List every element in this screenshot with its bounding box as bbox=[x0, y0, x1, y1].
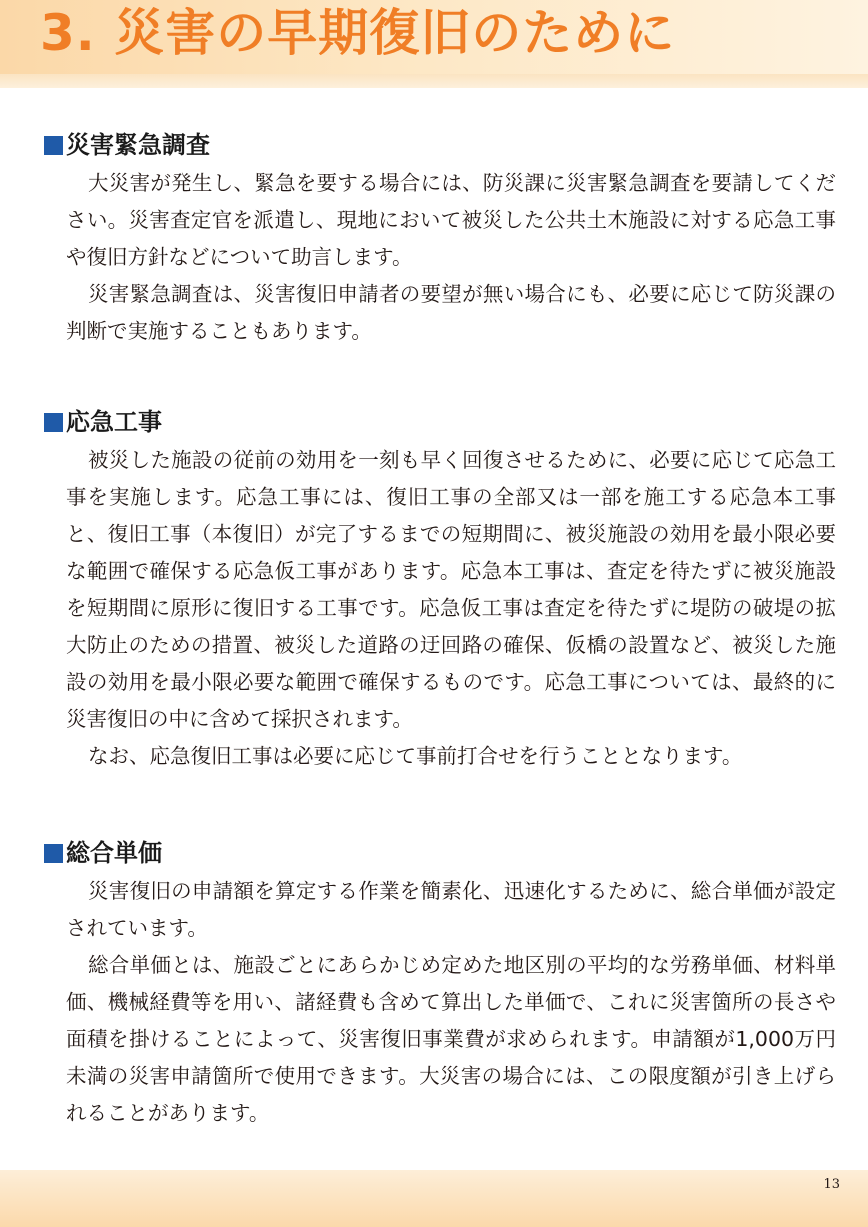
section-heading-label: 総合単価 bbox=[66, 839, 162, 867]
paragraph: 災害緊急調査は、災害復旧申請者の要望が無い場合にも、必要に応じて防災課の判断で実施することもあります。 bbox=[66, 282, 836, 343]
paragraph: 総合単価とは、施設ごとにあらかじめ定めた地区別の平均的な労務単価、材料単価、機械経費等を用い、諸経費も含めて算出した単価で、これに災害箇所の長さや面積を掛けることによって、災害復旧事業費が求められます。申請額が1,000万円未満の災害申請箇所で使用できます。大災害の場合には、この限度額が引き上げられることがあります。 bbox=[66, 953, 836, 1125]
section-heading bbox=[44, 130, 844, 160]
paragraph: 被災した施設の従前の効用を一刻も早く回復させるために、必要に応じて応急工事を実施します。応急工事には、復旧工事の全部又は一部を施工する応急本工事と、復旧工事（本復旧）が完了するまでの短期間に、被災施設の効用を最小限必要な範囲で確保する応急仮工事があります。応急本工事は、査定を待たずに被災施設を短期間に原形に復旧する工事です。応急仮工事は査定を待たずに堤防の破堤の拡大防止のための措置、被災した道路の迂回路の確保、仮橋の設置など、被災した施設の効用を最小限必要な範囲で確保するものです。応急工事については、最終的に災害復旧の中に含めて採択されます。 bbox=[66, 448, 836, 731]
section-emergency-works bbox=[44, 407, 844, 775]
section-heading bbox=[44, 838, 844, 868]
footer-band bbox=[0, 1170, 868, 1227]
section-heading-label: 応急工事 bbox=[66, 408, 162, 436]
square-bullet-icon bbox=[44, 413, 63, 432]
page-number: 13 bbox=[823, 1177, 840, 1192]
paragraph: なお、応急復旧工事は必要に応じて事前打合せを行うこととなります。 bbox=[88, 744, 743, 768]
header-divider bbox=[0, 74, 868, 88]
paragraph: 災害復旧の申請額を算定する作業を簡素化、迅速化するために、総合単価が設定されています。 bbox=[66, 879, 836, 940]
section-heading-label: 災害緊急調査 bbox=[66, 131, 210, 159]
section-disaster-emergency-survey bbox=[44, 130, 844, 350]
section-heading bbox=[44, 407, 844, 437]
section-composite-unit-price bbox=[44, 838, 844, 1132]
page-title: 3. 災害の早期復旧のために bbox=[40, 4, 676, 62]
paragraph: 大災害が発生し、緊急を要する場合には、防災課に災害緊急調査を要請してください。災害査定官を派遣し、現地において被災した公共土木施設に対する応急工事や復旧方針などについて助言します。 bbox=[66, 171, 836, 269]
square-bullet-icon bbox=[44, 844, 63, 863]
square-bullet-icon bbox=[44, 136, 63, 155]
